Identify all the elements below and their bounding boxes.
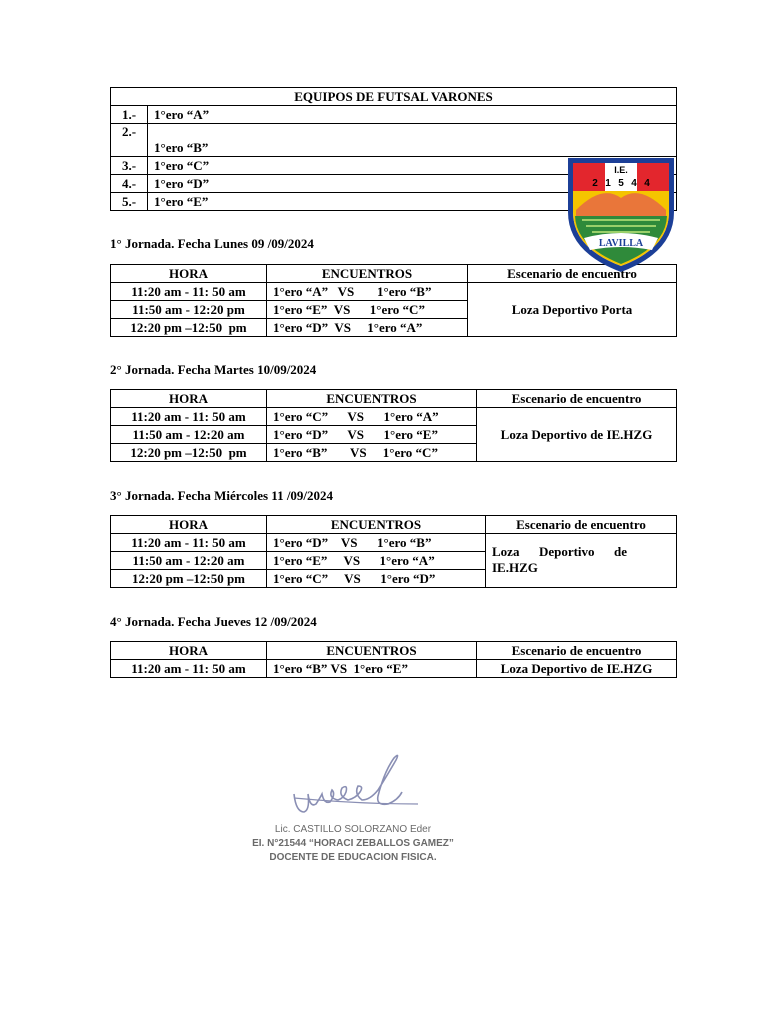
jornada-2-table (110, 389, 677, 462)
hora-cell: 11:20 am - 11: 50 am (111, 408, 267, 426)
hora-cell: 11:20 am - 11: 50 am (111, 534, 267, 552)
crest-digit: 2 (592, 178, 598, 189)
signature-role: DOCENTE DE EDUCACION FISICA. (269, 852, 437, 863)
venue-cell: Loza Deportivo de IE.HZG (477, 408, 677, 462)
hora-cell: 12:20 pm –12:50 pm (111, 570, 267, 588)
team-number: 3.- (111, 157, 148, 175)
encuentros-header: ENCUENTROS (267, 265, 468, 283)
hora-cell: 11:50 am - 12:20 pm (111, 301, 267, 319)
signature-institution: EI. N°21544 “HORACI ZEBALLOS GAMEZ” (252, 838, 454, 849)
encuentros-header: ENCUENTROS (267, 642, 477, 660)
hora-header: HORA (111, 516, 267, 534)
table-row (111, 660, 677, 678)
venue-line: Loza Deportivo de (492, 544, 628, 559)
jornada-3-heading: 3° Jornada. Fecha Miércoles 11 /09/2024 (110, 488, 334, 503)
signature-name: Lic. CASTILLO SOLORZANO Eder (274, 824, 432, 835)
match-cell: 1°ero “A” VS 1°ero “B” (267, 283, 468, 301)
crest-digit: 4 (644, 178, 650, 189)
escenario-header: Escenario de encuentro (486, 516, 677, 534)
team-name: 1°ero “E” (148, 193, 677, 211)
table-row (111, 408, 677, 426)
team-number: 1.- (111, 106, 148, 124)
table-row (111, 106, 677, 124)
crest-digit: 4 (631, 178, 637, 189)
team-name: 1°ero “C” (148, 157, 677, 175)
team-number: 2.- (111, 124, 148, 157)
crest-top-text: I.E. (614, 165, 628, 175)
venue-cell (486, 534, 677, 588)
table-row (111, 283, 677, 301)
team-number: 4.- (111, 175, 148, 193)
hora-cell: 11:20 am - 11: 50 am (111, 660, 267, 678)
table-row (111, 534, 677, 552)
match-cell: 1°ero “D” VS 1°ero “A” (267, 319, 468, 337)
jornada-2-heading: 2° Jornada. Fecha Martes 10/09/2024 (110, 362, 317, 377)
school-crest-logo (562, 154, 680, 274)
crest-name: LAVILLA (598, 238, 644, 249)
jornada-1-table (110, 264, 677, 337)
hora-cell: 11:50 am - 12:20 am (111, 426, 267, 444)
venue-line: IE.HZG (492, 560, 538, 575)
team-name: 1°ero “A” (148, 106, 677, 124)
match-cell: 1°ero “E” VS 1°ero “C” (267, 301, 468, 319)
hora-cell: 12:20 pm –12:50 pm (111, 319, 267, 337)
crest-digit: 1 (605, 178, 611, 189)
hora-cell: 12:20 pm –12:50 pm (111, 444, 267, 462)
match-cell: 1°ero “E” VS 1°ero “A” (267, 552, 486, 570)
match-cell: 1°ero “B” VS 1°ero “C” (267, 444, 477, 462)
match-cell: 1°ero “D” VS 1°ero “E” (267, 426, 477, 444)
venue-cell: Loza Deportivo Porta (468, 283, 677, 337)
jornada-3-table (110, 515, 677, 588)
hora-header: HORA (111, 642, 267, 660)
hora-header: HORA (111, 265, 267, 283)
venue-cell: Loza Deportivo de IE.HZG (477, 660, 677, 678)
encuentros-header: ENCUENTROS (267, 516, 486, 534)
crest-digit: 5 (618, 178, 624, 189)
encuentros-header: ENCUENTROS (267, 390, 477, 408)
jornada-4-table (110, 641, 677, 678)
escenario-header: Escenario de encuentro (477, 642, 677, 660)
match-cell: 1°ero “C” VS 1°ero “A” (267, 408, 477, 426)
match-cell: 1°ero “C” VS 1°ero “D” (267, 570, 486, 588)
hora-header: HORA (111, 390, 267, 408)
teams-table-title: EQUIPOS DE FUTSAL VARONES (111, 88, 677, 106)
team-name: 1°ero “B” (148, 124, 677, 157)
jornada-4-heading: 4° Jornada. Fecha Jueves 12 /09/2024 (110, 614, 317, 629)
handwritten-signature (238, 754, 468, 824)
escenario-header: Escenario de encuentro (468, 265, 677, 283)
hora-cell: 11:20 am - 11: 50 am (111, 283, 267, 301)
jornada-1-heading: 1° Jornada. Fecha Lunes 09 /09/2024 (110, 236, 314, 251)
table-row (111, 124, 677, 157)
escenario-header: Escenario de encuentro (477, 390, 677, 408)
hora-cell: 11:50 am - 12:20 am (111, 552, 267, 570)
signature-block (238, 754, 468, 884)
match-cell: 1°ero “D” VS 1°ero “B” (267, 534, 486, 552)
match-cell: 1°ero “B” VS 1°ero “E” (267, 660, 477, 678)
team-name: 1°ero “D” (148, 175, 677, 193)
team-number: 5.- (111, 193, 148, 211)
